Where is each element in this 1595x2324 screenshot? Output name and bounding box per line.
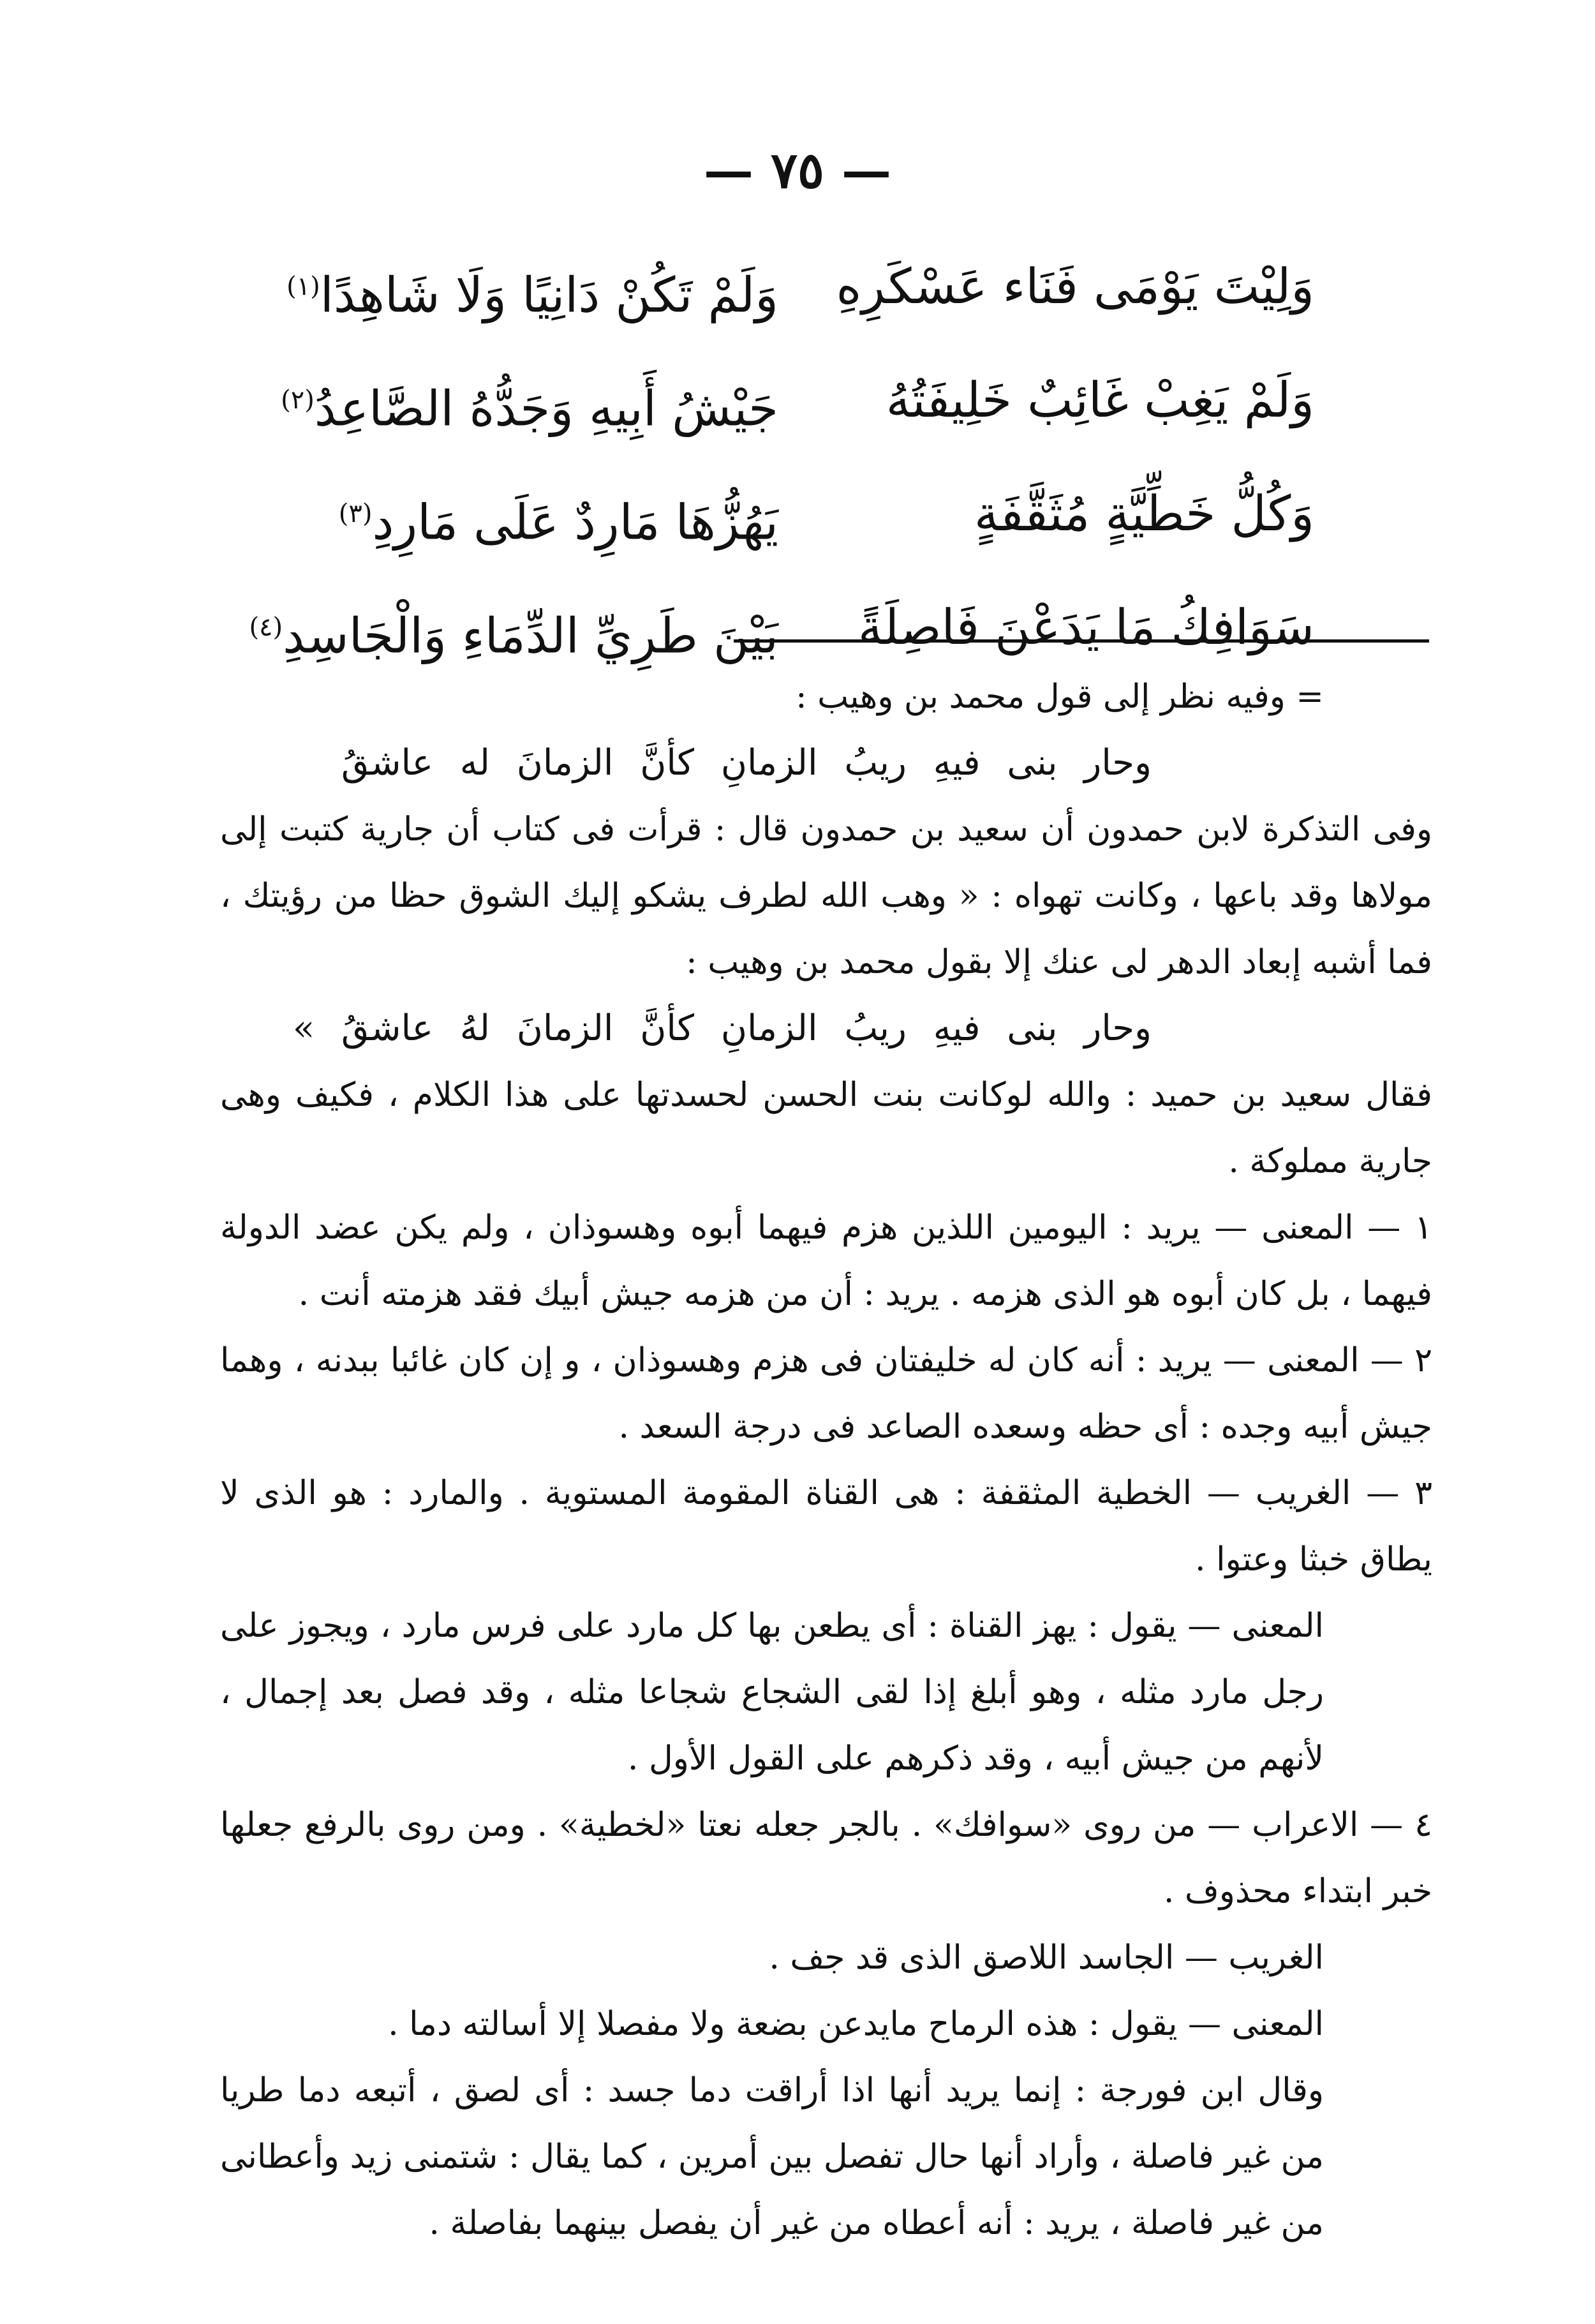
footnote-1: ١ — المعنى — يريد : اليومين اللذين هزم فيهما أبوه وهسوذان ، ولم يكن عضد الدولة فيهما ، بل كان أبوه هو الذى هزمه . يريد : أن من هزمه جيش أبيك فقد هزمته أنت .	[220, 1209, 1432, 1313]
footnotes	[220, 664, 1432, 2256]
page-number: — ٧٥ —	[703, 142, 892, 200]
footnote-3-meaning: المعنى — يقول : يهز القناة : أى يطعن بها كل مارد على فرس مارد ، ويجوز على رجل مارد مثله ، وهو أبلغ إذا لقى الشجاع شجاعا مثله ، وقد فصل بعد إجمال ، لأنهم من جيش أبيه ، وقد ذكرهم على القول الأول .	[220, 1607, 1324, 1778]
verse-first-hemistich: وَلَمْ يَغِبْ غَائِبٌ خَلِيفَتُهُ	[886, 371, 1314, 428]
footnote-paragraph: فقال سعيد بن حميد : والله لوكانت بنت الحسن لحسدتها على هذا الكلام ، فكيف وهى جارية مملوكة .	[220, 1076, 1432, 1181]
verse-line	[281, 343, 1314, 457]
footnote-4-meaning: المعنى — يقول : هذه الرماح مايدعن بضعة ولا مفصلا إلا أسالته دما .	[388, 2005, 1324, 2043]
footnote-intro: = وفيه نظر إلى قول محمد بن وهيب :	[796, 678, 1324, 716]
footnote-paragraph: وفى التذكرة لابن حمدون أن سعيد بن حمدون قال : قرأت فى كتاب أن جارية كتبت إلى مولاها وقد باعها ، وكانت تهواه : « وهب الله لطرف يشكو إليك الشوق حظا من رؤيتك ، فما أشبه إبعاد الدهر لى عنك إلا بقول محمد بن وهيب :	[220, 810, 1432, 981]
verse-text: وَلَمْ تَكُنْ دَانِيًا وَلَا شَاهِدًا	[320, 266, 778, 324]
footnote-marker: (٢)	[281, 385, 315, 415]
footnote-4-gloss: الغريب — الجاسد اللاصق الذى قد جف .	[769, 1939, 1324, 1977]
poem-verses	[249, 230, 1314, 684]
footnote-separator	[734, 639, 1429, 643]
footnote-3: ٣ — الغريب — الخطية المثقفة : هى القناة المقومة المستوية . والمارد : هو الذى لا يطاق خبثا وعتوا .	[220, 1474, 1432, 1579]
verse-second-hemistich	[268, 343, 778, 457]
footnote-marker: (٣)	[338, 499, 373, 528]
quoted-verse: وحار بنى فيهِ ريبُ الزمانِ كأنَّ الزمانَ له عاشقُ	[341, 742, 1152, 784]
verse-text: يَهُزُّهَا مَارِدٌ عَلَى مَارِدِ	[372, 493, 778, 551]
footnote-marker: (٤)	[249, 613, 283, 642]
verse-text: جَيْشُ أَبِيهِ وَجَدُّهُ الصَّاعِدُ	[314, 380, 778, 437]
verse-first-hemistich: سَوَافِكُ مَا يَدَعْنَ فَاصِلَةً	[858, 599, 1314, 655]
verse-line	[281, 230, 1314, 343]
footnote-2: ٢ — المعنى — يريد : أنه كان له خليفتان فى هزم وهسوذان ، و إن كان غائبا ببدنه ، وهما جيش أبيه وجده : أى حظه وسعده الصاعد فى درجة السعد .	[220, 1341, 1432, 1446]
verse-second-hemistich	[268, 230, 778, 343]
verse-line	[281, 457, 1314, 570]
quoted-verse: وحار بنى فيهِ ريبُ الزمانِ كأنَّ الزمانَ لهُ عاشقُ »	[292, 1008, 1152, 1049]
verse-second-hemistich	[268, 457, 778, 570]
footnote-4-quote: وقال ابن فورجة : إنما يريد أنها اذا أراقت دما جسد : أى لصق ، أتبعه دما طريا من غير فاصلة ، وأراد أنها حال تفصل بين أمرين ، كما يقال : شتمنى زيد وأعطانى من غير فاصلة ، يريد : أنه أعطاه من غير أن يفصل بينهما بفاصلة .	[220, 2071, 1324, 2242]
verse-text: بَيْنَ طَرِيِّ الدِّمَاءِ وَالْجَاسِدِ	[283, 607, 778, 664]
footnote-4: ٤ — الاعراب — من روى «سوافك» . بالجر جعله نعتا «لخطية» . ومن روى بالرفع جعلها خبر ابتداء محذوف .	[220, 1806, 1432, 1911]
footnote-marker: (١)	[286, 272, 320, 301]
verse-first-hemistich: وَلِيْتَ يَوْمَى فَنَاء عَسْكَرِهِ	[836, 258, 1314, 315]
verse-first-hemistich: وَكُلُّ خَطِّيَّةٍ مُثَقَّفَةٍ	[974, 485, 1314, 542]
